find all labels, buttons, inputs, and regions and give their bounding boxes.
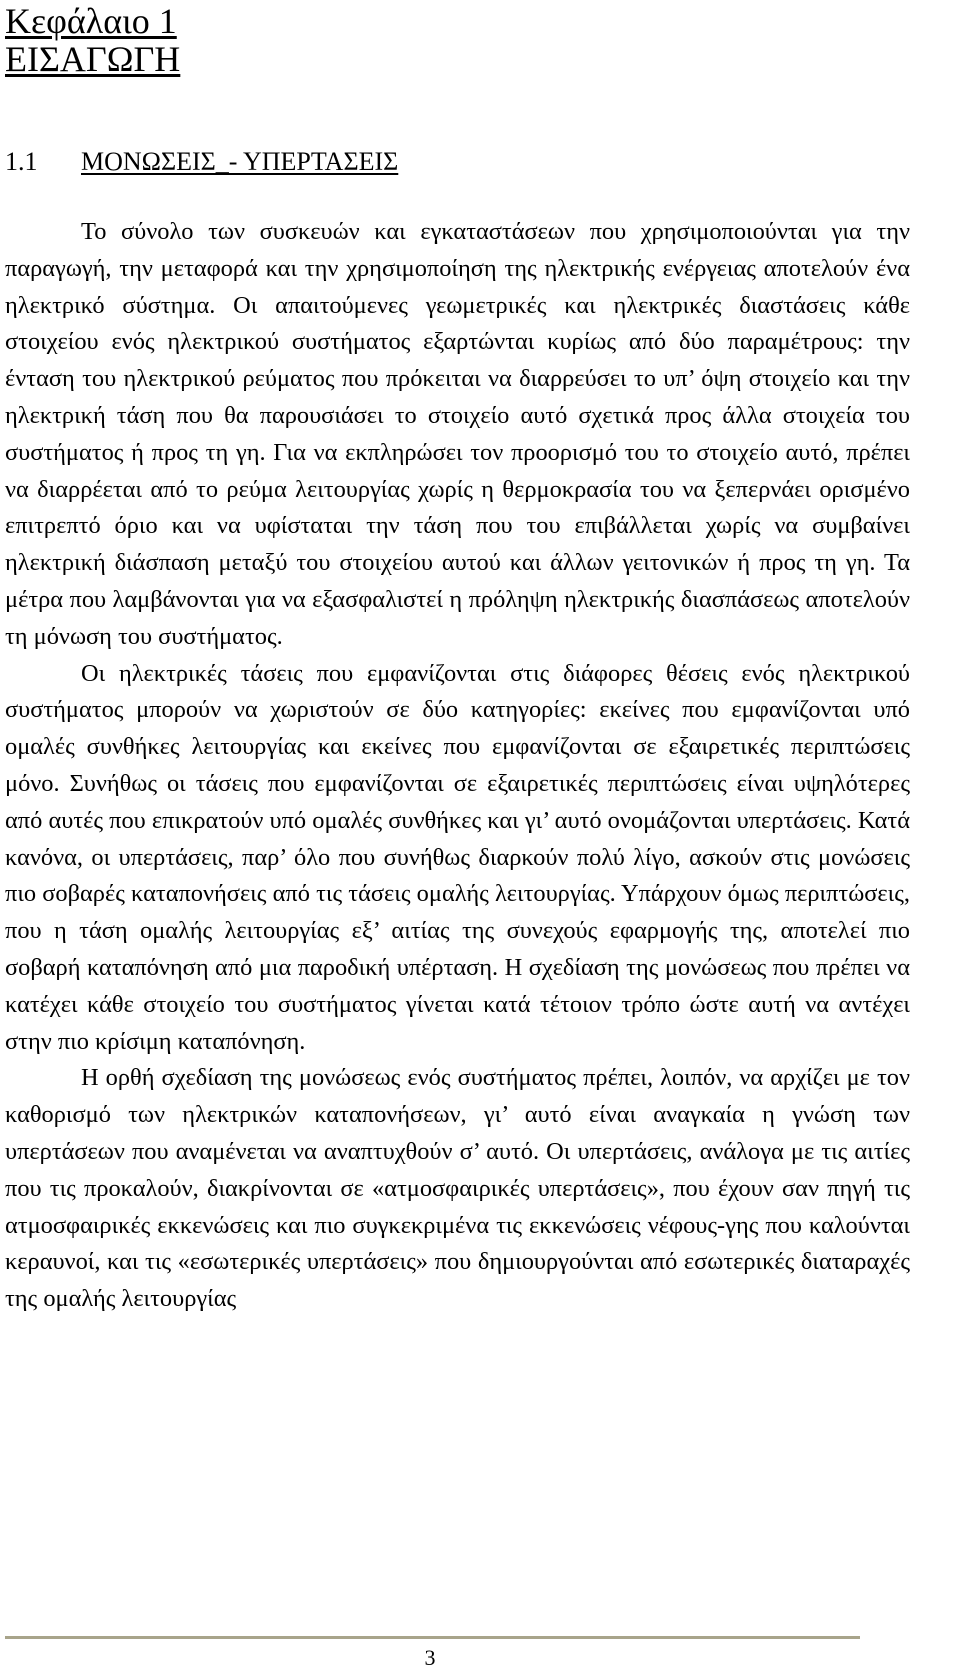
paragraph-1: Το σύνολο των συσκευών και εγκαταστάσεων που χρησιμοποιούνται για την παραγωγή, την μεταφορά και την χρησιμοποίηση της ηλεκτρικής ενέργειας αποτελούν ένα ηλεκτρικό σύστημα. Οι απαιτούμενες γεωμετρικές και ηλεκτρικές διαστάσεις κάθε στοιχείου ενός ηλεκτρικού συστήματος εξαρτώνται κυρίως από δύο παραμέτρους: την ένταση του ηλεκτρικού ρεύματος που πρόκειται να διαρρεύσει το υπ’ όψη στοιχείο και την ηλεκτρική τάση που θα παρουσιάσει το στοιχείο αυτό σχετικά προς άλλα στοιχεία του συστήματος ή προς τη γη. Για να εκπληρώσει τον προορισμό του το στοιχείο αυτό, πρέπει να διαρρέεται από το ρεύμα λειτουργίας χωρίς η θερμοκρασία του να ξεπερνάει ορισμένο επιτρεπτό όριο και να υφίσταται την τάση που του επιβάλλεται χωρίς να συμβαίνει ηλεκτρική διάσπαση μεταξύ του στοιχείου αυτού και άλλων γειτονικών ή προς τη γη. Τα μέτρα που λαμβάνονται για να εξασφαλιστεί η πρόληψη ηλεκτρικής διασπάσεως αποτελούν τη μόνωση του συστήματος.	[5, 218, 910, 650]
paragraph-3: Η ορθή σχεδίαση της μονώσεως ενός συστήματος πρέπει, λοιπόν, να αρχίζει με τον καθορισμό των ηλεκτρικών καταπονήσεων, γι’ αυτό είναι αναγκαία η γνώση των υπερτάσεων που αναμένεται να αναπτυχθούν σ’ αυτό. Οι υπερτάσεις, ανάλογα με τις αιτίες που τις προκαλούν, διακρίνονται σε «ατμοσφαιρικές υπερτάσεις», που έχουν σαν πηγή τις ατμοσφαιρικές εκκενώσεις και πιο συγκεκριμένα τις εκκενώσεις νέφους-γης που καλούνται κεραυνοί, και τις «εσωτερικές υπερτάσεις» που δημιουργούνται από εσωτερικές διαταραχές της ομαλής λειτουργίας	[5, 1064, 910, 1313]
page-number: 3	[424, 1645, 436, 1670]
document-page	[5, 0, 910, 1318]
paragraph-2: Οι ηλεκτρικές τάσεις που εμφανίζονται στις διάφορες θέσεις ενός ηλεκτρικού συστήματος μπορούν να χωριστούν σε δύο κατηγορίες: εκείνες που εμφανίζονται υπό ομαλές συνθήκες λειτουργίας και εκείνες που εμφανίζονται σε εξαιρετικές περιπτώσεις μόνο. Συνήθως οι τάσεις που εμφανίζονται σε εξαιρετικές περιπτώσεις είναι υψηλότερες από αυτές που επικρατούν υπό ομαλές συνθήκες και γι’ αυτό ονομάζονται υπερτάσεις. Κατά κανόνα, οι υπερτάσεις, παρ’ όλο που συνήθως διαρκούν πολύ λίγο, ασκούν στις μονώσεις πιο σοβαρές καταπονήσεις από τις τάσεις ομαλής λειτουργίας. Υπάρχουν όμως περιπτώσεις, που η τάση ομαλής λειτουργίας εξ’ αιτίας της συνεχούς εφαρμογής της, αποτελεί πιο σοβαρή καταπόνηση από μια παροδική υπέρταση. Η σχεδίαση της μονώσεως που πρέπει να κατέχει κάθε στοιχείο του συστήματος γίνεται κατά τέτοιον τρόπο ώστε αυτή να αντέχει στην πιο κρίσιμη καταπόνηση.	[5, 659, 910, 1055]
section-number: 1.1	[5, 147, 38, 176]
footer-divider	[5, 1636, 860, 1639]
body-text	[5, 214, 910, 1318]
section-title: ΜΟΝΩΣΕΙΣ_- ΥΠΕΡΤΑΣΕΙΣ	[81, 147, 399, 176]
chapter-label: Κεφάλαιο 1	[5, 1, 177, 41]
chapter-title	[5, 0, 910, 78]
chapter-name: ΕΙΣΑΓΩΓΗ	[5, 39, 181, 79]
section-heading	[5, 147, 910, 177]
